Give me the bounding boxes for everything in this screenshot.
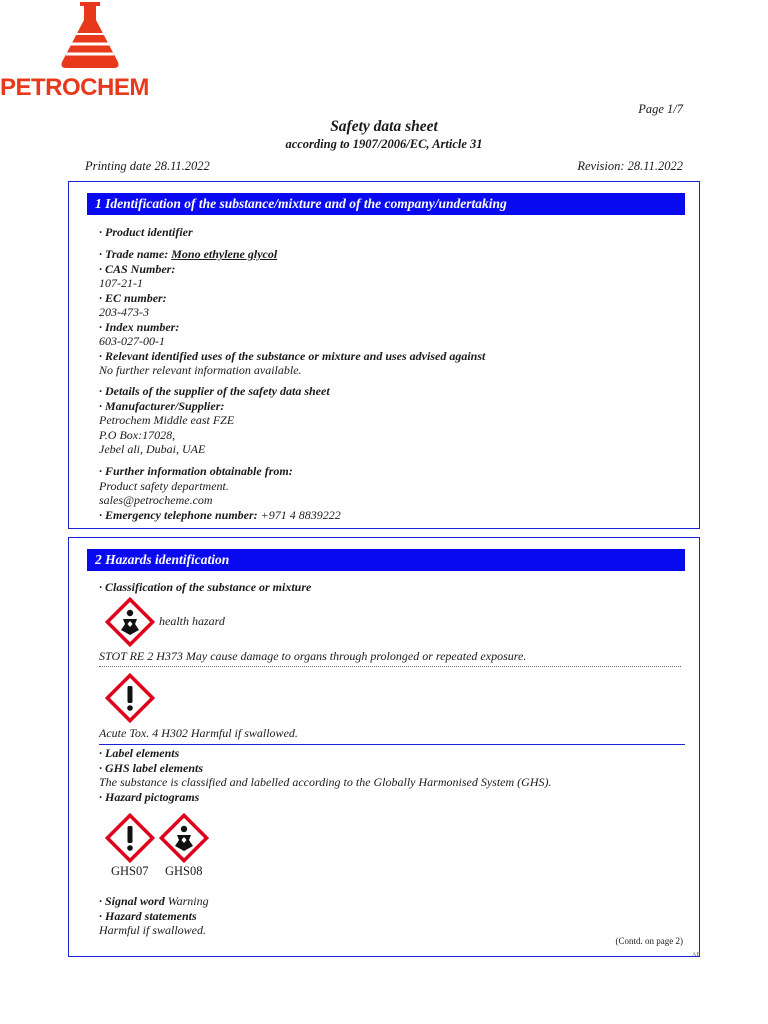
signal-word-value: Warning [167,894,209,908]
hazard-pictograms-label: · Hazard pictograms [99,789,200,804]
dotted-divider [99,666,681,667]
ghs-label-elements-label: · GHS label elements [99,760,203,775]
cas-label: · CAS Number: [99,261,176,276]
pictogram-code: GHS07 [111,864,149,878]
section-identification [68,181,700,529]
section-hazards [68,537,700,957]
uses-value: No further relevant information available. [99,363,302,377]
document-subtitle: according to 1907/2006/EC, Article 31 [285,137,483,151]
manufacturer-line: Jebel ali, Dubai, UAE [99,442,206,456]
exclamation-pictogram-icon [105,673,155,723]
stot-statement: STOT RE 2 H373 May cause damage to organs through prolonged or repeated exposure. [99,649,527,663]
health-hazard-label: health hazard [159,614,225,628]
manufacturer-line: Petrochem Middle east FZE [99,413,235,427]
pictogram-code: GHS08 [165,864,203,878]
classification-label: · Classification of the substance or mixture [99,580,312,594]
section-1-heading: 1 Identification of the substance/mixture and of the company/undertaking [87,193,685,215]
ghs-text: The substance is classified and labelled according to the Globally Harmonised System (GHS). [99,775,552,789]
company-name: PETROCHEM [0,74,149,101]
revision-date: Revision: 28.11.2022 [577,159,683,173]
uses-label: · Relevant identified uses of the substance or mixture and uses advised against [99,348,486,363]
manufacturer-label: · Manufacturer/Supplier: [99,398,225,413]
trade-name: · Trade name: Mono ethylene glycol [99,247,278,261]
section-2-heading: 2 Hazards identification [87,549,685,571]
flask-logo-icon [56,0,124,72]
health-hazard-pictogram-icon [105,597,155,647]
document-title: Safety data sheet [330,118,438,135]
acute-tox-statement: Acute Tox. 4 H302 Harmful if swallowed. [99,726,298,740]
hazard-statements-value: Harmful if swallowed. [99,923,207,937]
index-label: · Index number: [99,319,180,334]
product-identifier-label: · Product identifier [99,225,193,239]
further-info-label: · Further information obtainable from: [99,464,293,478]
trade-name-value: Mono ethylene glycol [171,247,278,261]
emergency-phone: · Emergency telephone number: +971 4 8839222 [99,507,341,522]
ec-label: · EC number: [99,290,167,305]
company-logo [0,0,190,110]
hazard-statements-label: · Hazard statements [99,908,197,923]
cas-value: 107-21-1 [99,276,143,290]
supplier-details-label: · Details of the supplier of the safety data sheet [99,384,330,398]
printing-date: Printing date 28.11.2022 [85,159,210,173]
health-hazard-pictogram-icon [159,813,209,863]
further-info-line: Product safety department. [99,478,229,493]
signal-word: · Signal word Warning [99,894,209,908]
footer-mark: AE [692,952,700,958]
further-info-email: sales@petrocheme.com [99,493,213,507]
continued-note: (Contd. on page 2) [615,936,683,946]
emergency-phone-value: +971 4 8839222 [260,507,341,522]
ec-value: 203-473-3 [99,305,149,319]
page-number: Page 1/7 [638,102,683,116]
section-divider [99,744,685,745]
exclamation-pictogram-icon [105,813,155,863]
manufacturer-line: P.O Box:17028, [99,427,176,442]
index-value: 603-027-00-1 [99,334,165,348]
label-elements-label: · Label elements [99,746,180,760]
